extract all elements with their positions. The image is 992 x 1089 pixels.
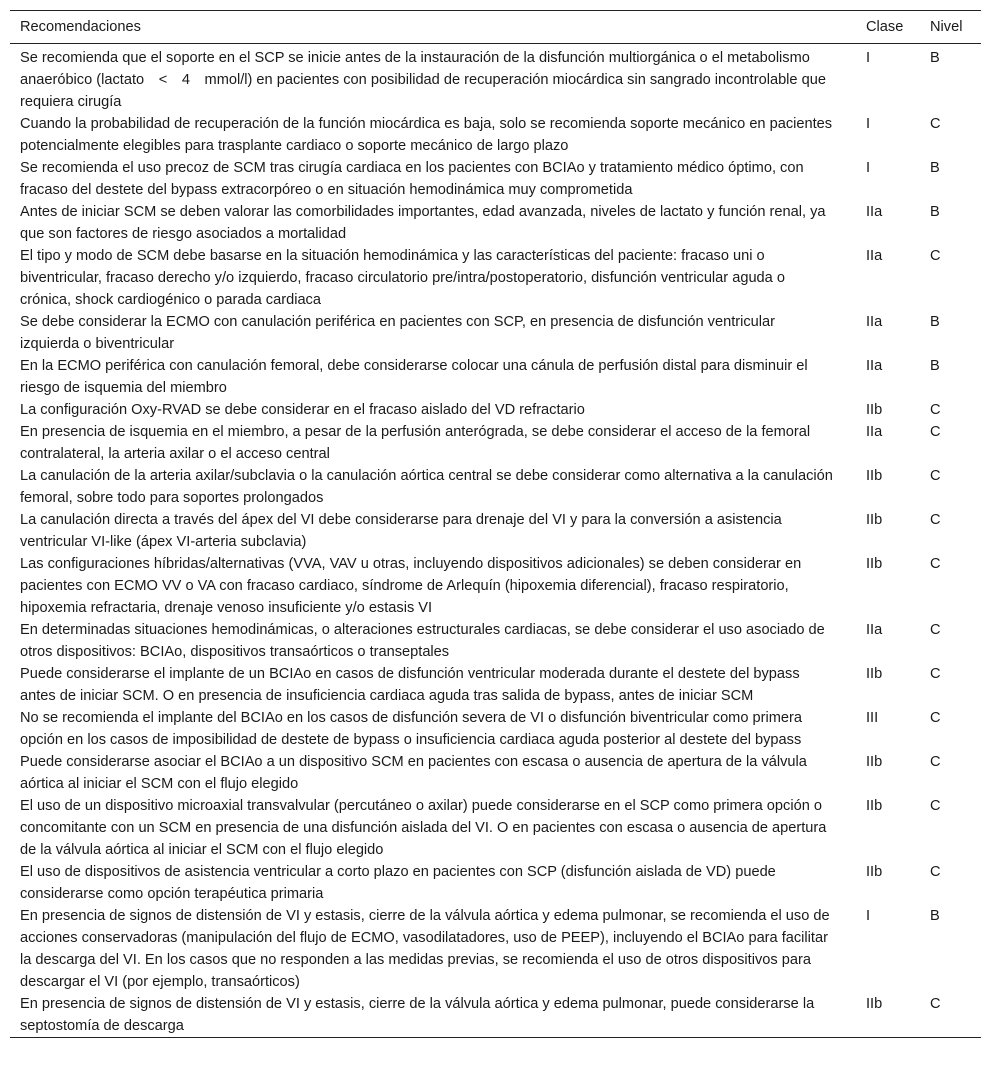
- recommendation-text: No se recomienda el implante del BCIAo en los casos de disfunción severa de VI o disfunción biventricular como primera opción en los casos de imposibilidad de destete de bypass o insuficiencia cardiaca aguda posterior al destete del bypass: [20, 710, 802, 748]
- recommendation-text: Se debe considerar la ECMO con canulación periférica en pacientes con SCP, en presencia de disfunción ventricular izquierda o biventricular: [20, 314, 775, 352]
- table-row: [10, 157, 981, 201]
- table-row: [10, 421, 981, 465]
- table-row: [10, 663, 981, 707]
- table-row: [10, 44, 981, 114]
- recommendation-text: En la ECMO periférica con canulación femoral, debe considerarse colocar una cánula de perfusión distal para disminuir el riesgo de isquemia del miembro: [20, 358, 808, 396]
- table-row: [10, 751, 981, 795]
- recommendation-class: I: [866, 908, 871, 924]
- recommendation-class: I: [866, 50, 871, 66]
- recommendation-level: B: [930, 160, 940, 176]
- recommendation-class: III: [866, 710, 879, 726]
- header-row: [10, 11, 981, 44]
- recommendation-class: IIb: [866, 996, 883, 1012]
- table-row: [10, 509, 981, 553]
- table-header: [10, 11, 981, 44]
- recommendation-class: IIb: [866, 468, 883, 484]
- recommendation-level: B: [930, 358, 940, 374]
- recommendation-level: C: [930, 116, 941, 132]
- recommendation-level: C: [930, 666, 941, 682]
- recommendation-text: En presencia de isquemia en el miembro, a pesar de la perfusión anterógrada, se debe considerar el acceso de la femoral contralateral, la arteria axilar o el acceso central: [20, 424, 811, 462]
- recommendation-level: C: [930, 710, 941, 726]
- table-row: [10, 619, 981, 663]
- recommendation-class: IIb: [866, 754, 883, 770]
- header-recommendations: Recomendaciones: [20, 19, 141, 35]
- recommendation-class: IIb: [866, 402, 883, 418]
- recommendation-text: Las configuraciones híbridas/alternativas (VVA, VAV u otras, incluyendo dispositivos adicionales) se deben considerar en pacientes con ECMO VV o VA con fracaso cardiaco, síndrome de Arlequín (hipoxemia diferencial), fracaso respiratorio, hipoxemia refractaria, drenaje venoso insuficiente y/o estasis VI: [20, 556, 802, 616]
- table-body: [10, 44, 981, 1038]
- recommendation-text: El uso de dispositivos de asistencia ventricular a corto plazo en pacientes con SCP (disfunción aislada de VD) puede considerarse como opción terapéutica primaria: [20, 864, 776, 902]
- recommendation-level: B: [930, 314, 940, 330]
- recommendation-text: El uso de un dispositivo microaxial transvalvular (percutáneo o axilar) puede considerarse en el SCP como primera opción o concomitante con un SCM en presencia de una disfunción aislada del VI. O en pacientes con escasa o ausencia de apertura de la válvula aórtica al iniciar el SCM con el flujo elegido: [20, 798, 827, 858]
- recommendation-class: IIb: [866, 556, 883, 572]
- recommendation-text: Antes de iniciar SCM se deben valorar las comorbilidades importantes, edad avanzada, niveles de lactato y función renal, ya que son factores de riesgo asociados a mortalidad: [20, 204, 826, 242]
- recommendation-class: IIb: [866, 666, 883, 682]
- recommendation-class: IIb: [866, 798, 883, 814]
- recommendations-table: [10, 10, 981, 1038]
- recommendation-level: C: [930, 622, 941, 638]
- header-level: Nivel: [930, 19, 963, 35]
- recommendation-level: B: [930, 908, 940, 924]
- recommendation-class: IIa: [866, 622, 883, 638]
- recommendation-text: El tipo y modo de SCM debe basarse en la situación hemodinámica y las características del paciente: fracaso uni o biventricular, fracaso derecho y/o izquierdo, fracaso circulatorio pre/intra/postoperatorio, disfunción ventricular aguda o crónica, shock cardiogénico o parada cardiaca: [20, 248, 785, 308]
- recommendation-level: C: [930, 556, 941, 572]
- table-row: [10, 311, 981, 355]
- recommendation-text: En determinadas situaciones hemodinámicas, o alteraciones estructurales cardiacas, se debe considerar el uso asociado de otros dispositivos: BCIAo, dispositivos transaórticos o transeptales: [20, 622, 825, 660]
- recommendation-level: C: [930, 798, 941, 814]
- recommendation-text: Se recomienda el uso precoz de SCM tras cirugía cardiaca en los pacientes con BCIAo y tratamiento médico óptimo, con fracaso del destete del bypass extracorpóreo o en situación hemodinámica muy comprometida: [20, 160, 804, 198]
- header-class: Clase: [866, 19, 904, 35]
- recommendation-level: C: [930, 996, 941, 1012]
- recommendation-text: La canulación directa a través del ápex del VI debe considerarse para drenaje del VI y para la conversión a asistencia ventricular VI-like (ápex VI-arteria subclavia): [20, 512, 782, 550]
- table-row: [10, 861, 981, 905]
- recommendation-level: C: [930, 754, 941, 770]
- table-row: [10, 905, 981, 993]
- recommendation-level: B: [930, 204, 940, 220]
- recommendation-level: C: [930, 864, 941, 880]
- recommendation-level: C: [930, 248, 941, 264]
- recommendation-class: IIa: [866, 204, 883, 220]
- recommendation-text: En presencia de signos de distensión de VI y estasis, cierre de la válvula aórtica y edema pulmonar, puede considerarse la septostomía de descarga: [20, 996, 815, 1034]
- recommendation-text: La configuración Oxy-RVAD se debe considerar en el fracaso aislado del VD refractario: [20, 402, 585, 418]
- table-row: [10, 399, 981, 421]
- recommendation-class: I: [866, 160, 871, 176]
- table-row: [10, 465, 981, 509]
- table-row: [10, 553, 981, 619]
- recommendations-table-container: [10, 10, 981, 1038]
- table-row: [10, 795, 981, 861]
- recommendation-text: La canulación de la arteria axilar/subclavia o la canulación aórtica central se debe considerar como alternativa a la canulación femoral, sobre todo para soportes prolongados: [20, 468, 833, 506]
- recommendation-level: C: [930, 468, 941, 484]
- recommendation-class: IIa: [866, 424, 883, 440]
- recommendation-level: C: [930, 512, 941, 528]
- recommendation-text: En presencia de signos de distensión de VI y estasis, cierre de la válvula aórtica y edema pulmonar, se recomienda el uso de acciones conservadoras (manipulación del flujo de ECMO, vasodilatadores, uso de PEEP), incluyendo el BCIAo para facilitar la descarga del VI. En los casos que no responden a las medidas previas, se recomienda el uso de otros dispositivos para descargar el VI (por ejemplo, transaórticos): [20, 908, 830, 990]
- recommendation-class: IIa: [866, 358, 883, 374]
- table-row: [10, 113, 981, 157]
- table-row: [10, 707, 981, 751]
- recommendation-text: Puede considerarse asociar el BCIAo a un dispositivo SCM en pacientes con escasa o ausencia de apertura de la válvula aórtica al iniciar el SCM con el flujo elegido: [20, 754, 807, 792]
- table-row: [10, 201, 981, 245]
- recommendation-class: IIb: [866, 512, 883, 528]
- recommendation-text: Se recomienda que el soporte en el SCP se inicie antes de la instauración de la disfunción multiorgánica o el metabolismo anaeróbico (lactato < 4 mmol/l) en pacientes con posibilidad de recuperación miocárdica sin sangrado incontrolable que requiera cirugía: [20, 50, 826, 110]
- recommendation-text: Cuando la probabilidad de recuperación de la función miocárdica es baja, solo se recomienda soporte mecánico en pacientes potencialmente elegibles para trasplante cardiaco o soporte mecánico de largo plazo: [20, 116, 833, 154]
- recommendation-class: I: [866, 116, 871, 132]
- recommendation-class: IIa: [866, 314, 883, 330]
- recommendation-class: IIb: [866, 864, 883, 880]
- recommendation-level: C: [930, 402, 941, 418]
- recommendation-text: Puede considerarse el implante de un BCIAo en casos de disfunción ventricular moderada durante el destete del bypass antes de iniciar SCM. O en presencia de insuficiencia cardiaca aguda tras salida de bypass, antes de iniciar SCM: [20, 666, 800, 704]
- recommendation-class: IIa: [866, 248, 883, 264]
- recommendation-level: C: [930, 424, 941, 440]
- table-row: [10, 245, 981, 311]
- table-row: [10, 355, 981, 399]
- table-row: [10, 993, 981, 1038]
- recommendation-level: B: [930, 50, 940, 66]
